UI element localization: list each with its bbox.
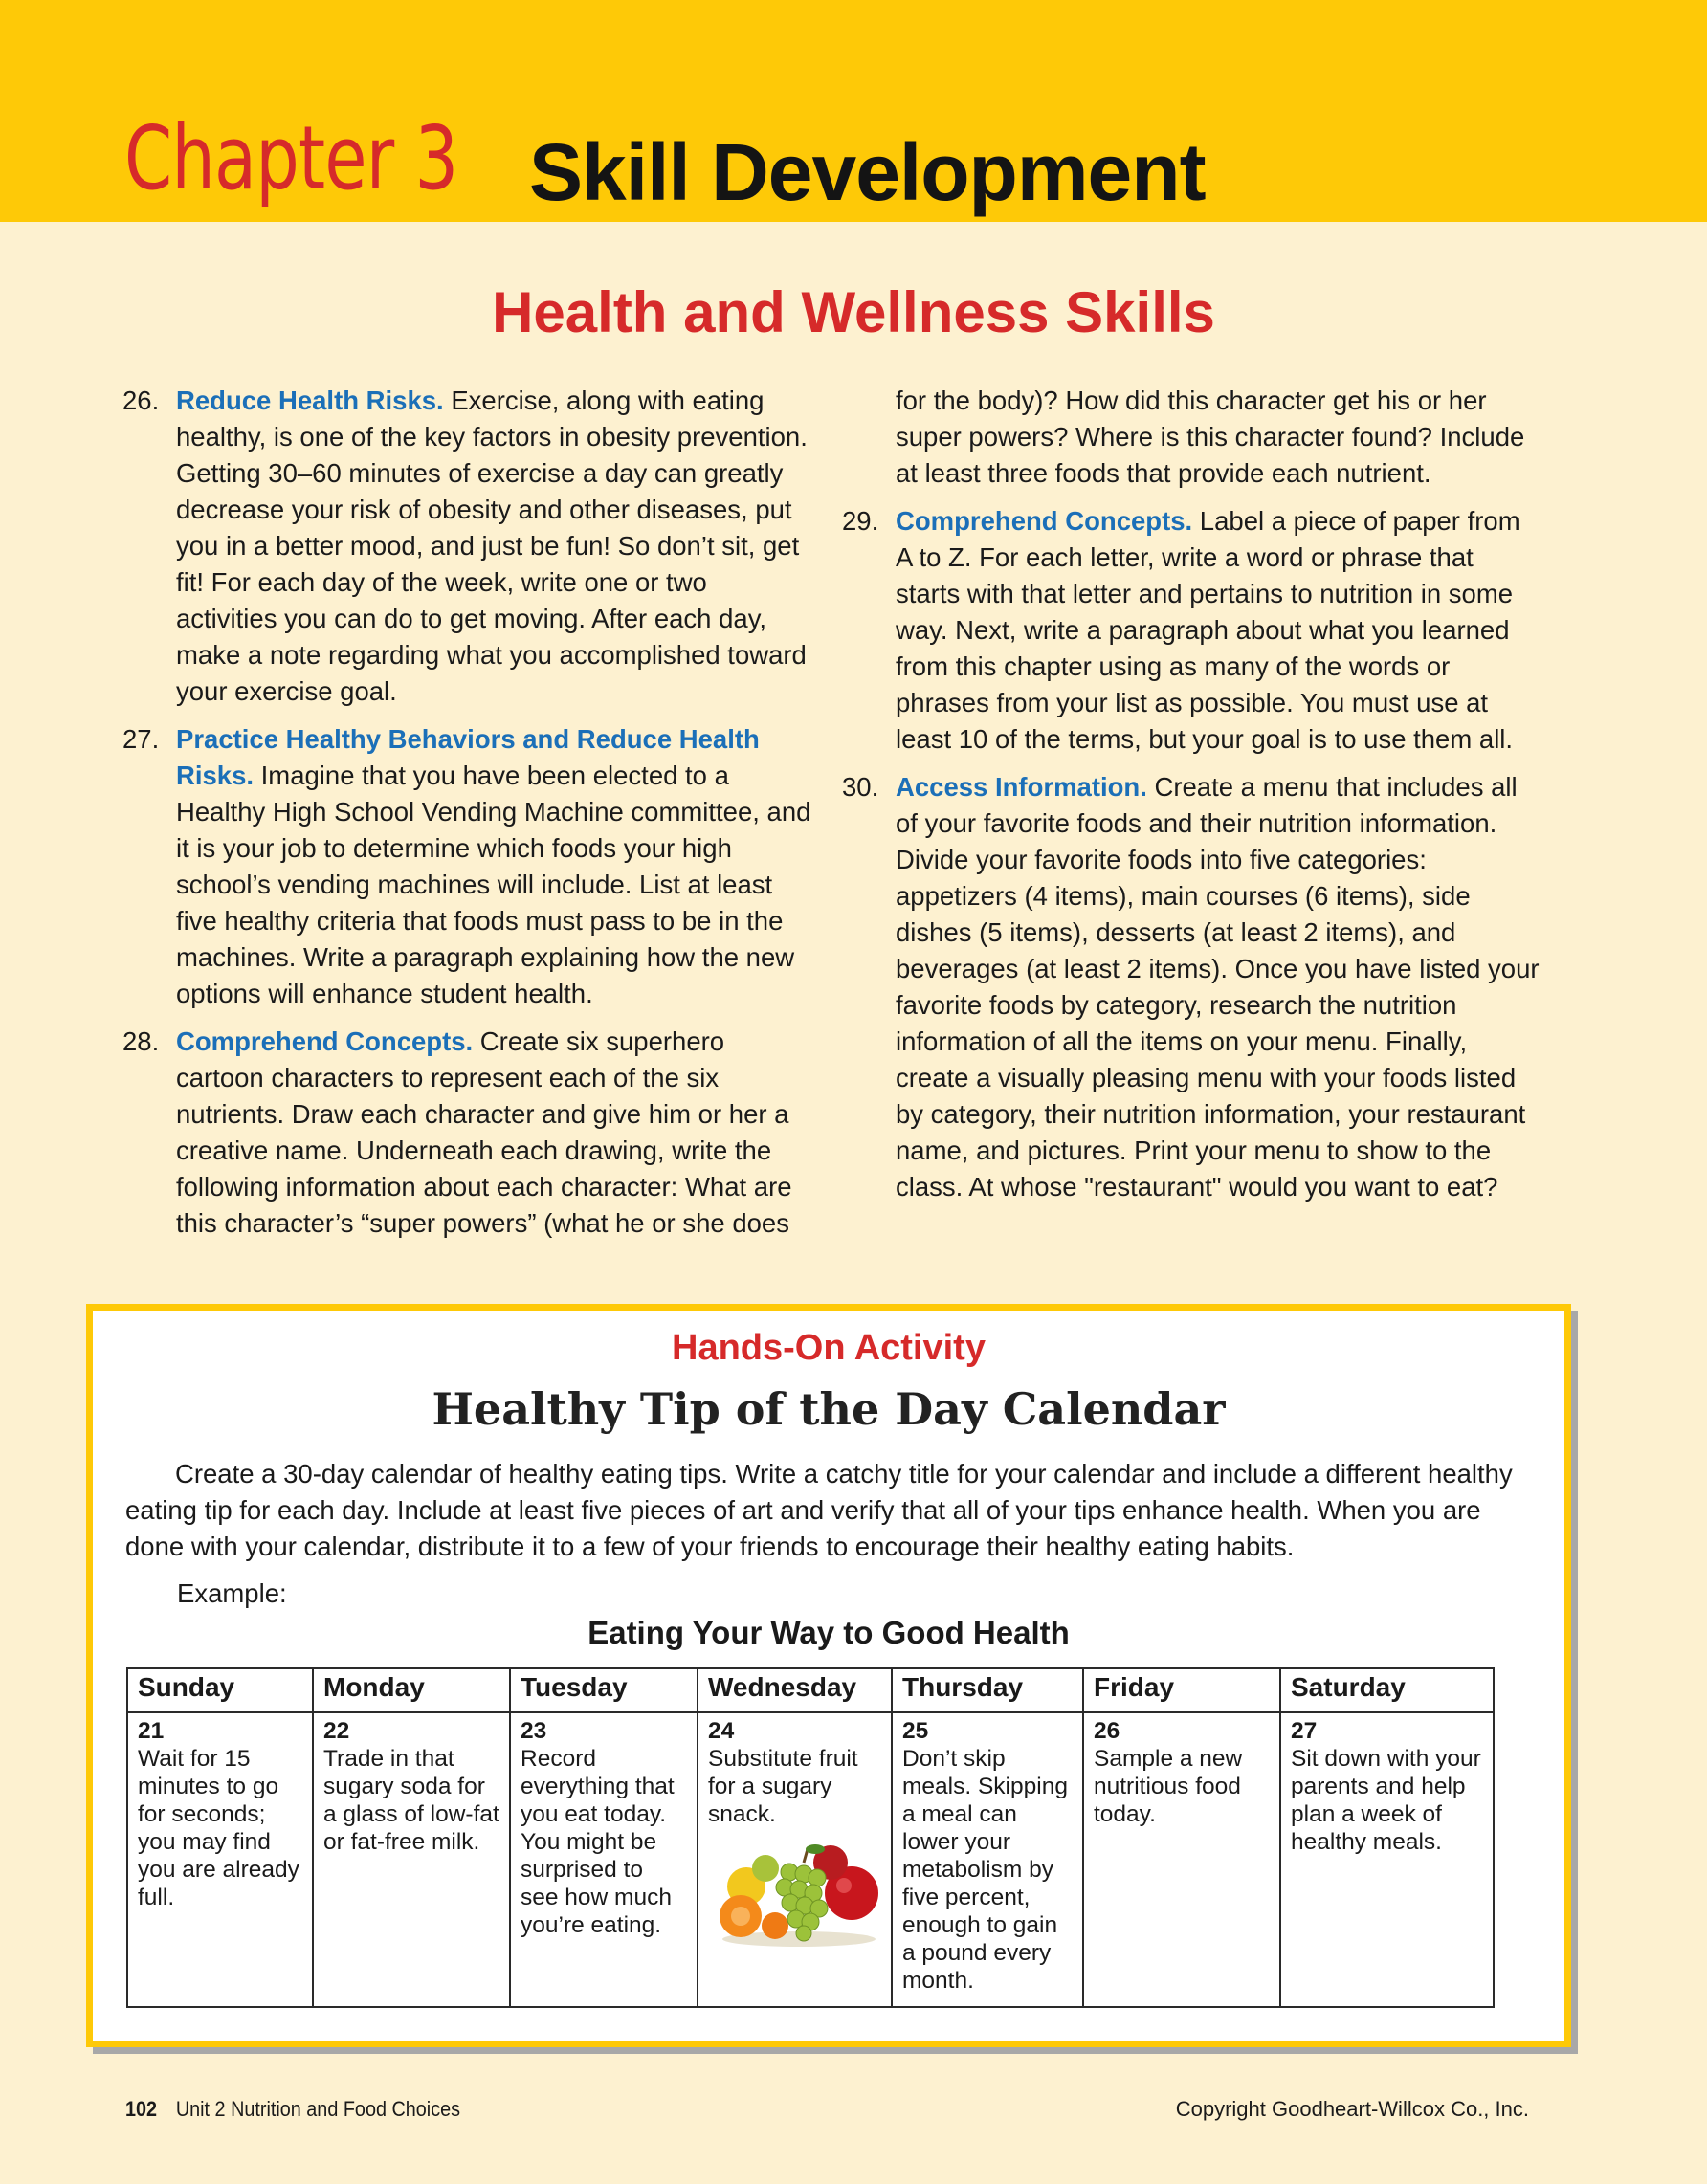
item-number: 29. (842, 506, 879, 536)
day-header: Tuesday (510, 1668, 698, 1712)
calendar-cell (127, 1712, 313, 2007)
day-tip: Wait for 15 minutes to go for seconds; you may find you are already full. (138, 1746, 299, 1910)
activity-title: Healthy Tip of the Day Calendar (432, 1383, 1226, 1435)
item-text: Create a menu that includes all of your favorite foods and their nutrition information. Divide your favorite foods into five categories: appetizers (4 items), main courses (6 items), side dishes (5 items), desserts (at least 2 items), and beverages (at least 2 items). Once you have listed your favorite foods by category, research the nutrition information of all the items on your menu. Finally, create a visually pleasing menu with your foods listed by category, their nutrition information, your restaurant name, and pictures. Print your menu to show to the class. At whose "restaurant" would you want to eat? (896, 772, 1540, 1202)
day-header: Saturday (1280, 1668, 1494, 1712)
calendar-cell (892, 1712, 1083, 2007)
item-heading: Comprehend Concepts. (896, 506, 1193, 536)
day-tip: Sample a new nutritious food today. (1094, 1746, 1243, 1827)
item-number: 30. (842, 772, 879, 802)
item-heading: Practice Healthy Behaviors and Reduce Health Risks. (176, 724, 760, 790)
day-number: 21 (138, 1718, 165, 1744)
list-item (842, 769, 1541, 1205)
item-continuation: for the body)? How did this character get his or her super powers? Where is this character found? Include at least three foods that provide each nutrient. (896, 386, 1525, 488)
calendar-cell (510, 1712, 698, 2007)
hands-on-activity-box (86, 1304, 1571, 2047)
left-column (122, 383, 811, 1253)
activity-paragraph: Create a 30-day calendar of healthy eating tips. Write a catchy title for your calendar and include a different healthy eating tip for each day. Include at least five pieces of art and verify that all of your tips enhance health. When you are done with your calendar, distribute it to a few of your friends to encourage their healthy eating habits. (125, 1459, 1513, 1561)
example-label: Example: (177, 1578, 287, 1608)
item-text: Create six superhero cartoon characters to represent each of the six nutrients. Draw each character and give him or her a creative name. Underneath each drawing, write the following information about each character: What are this character’s “super powers” (what he or she does (176, 1026, 792, 1238)
calendar-cell (1280, 1712, 1494, 2007)
chapter-title: Skill Development (529, 127, 1206, 217)
list-item (842, 503, 1541, 758)
calendar-cell (698, 1712, 892, 2007)
day-number: 22 (323, 1718, 350, 1744)
day-header: Monday (313, 1668, 510, 1712)
item-text: Imagine that you have been elected to a Healthy High School Vending Machine committee, and it is your job to determine which foods your high school’s vending machines will include. List at least five healthy criteria that foods must pass to be in the machines. Write a paragraph explaining how the new options will enhance student health. (176, 761, 811, 1008)
chapter-label: Chapter 3 (124, 107, 458, 210)
page-number: 102 (125, 2097, 158, 2121)
day-tip: Trade in that sugary soda for a glass of low-fat or fat-free milk. (323, 1746, 499, 1855)
day-header: Friday (1083, 1668, 1280, 1712)
calendar-title: Eating Your Way to Good Health (587, 1615, 1070, 1650)
calendar-table (126, 1667, 1495, 2008)
day-header: Sunday (127, 1668, 313, 1712)
day-header: Wednesday (698, 1668, 892, 1712)
section-title: Health and Wellness Skills (492, 280, 1215, 344)
day-number: 26 (1094, 1718, 1120, 1744)
calendar-cell (1083, 1712, 1280, 2007)
item-heading: Access Information. (896, 772, 1147, 802)
day-tip: Don’t skip meals. Skipping a meal can lower your metabolism by five percent, enough to gain a pound every month. (902, 1746, 1068, 1994)
item-text: Exercise, along with eating healthy, is one of the key factors in obesity prevention. Getting 30–60 minutes of exercise a day can greatly decrease your risk of obesity and other diseases, put you in a better mood, and just be fun! So don’t sit, get fit! For each day of the week, write one or two activities you can do to get moving. After each day, make a note regarding what you accomplished toward your exercise goal. (176, 386, 808, 706)
activity-kicker: Hands-On Activity (672, 1328, 986, 1368)
calendar-cell (313, 1712, 510, 2007)
item-heading: Reduce Health Risks. (176, 386, 444, 415)
day-header: Thursday (892, 1668, 1083, 1712)
item-number: 27. (122, 724, 160, 754)
activity-body (125, 1456, 1541, 1565)
unit-label: Unit 2 Nutrition and Food Choices (175, 2097, 461, 2121)
day-number: 27 (1291, 1718, 1318, 1744)
item-number: 26. (122, 386, 160, 415)
day-number: 23 (521, 1718, 547, 1744)
right-column (842, 383, 1541, 1217)
fruit-bowl-icon (708, 1834, 881, 1955)
item-text: Label a piece of paper from A to Z. For each letter, write a word or phrase that starts with that letter and pertains to nutrition in some way. Next, write a paragraph about what you learned from this chapter using as many of the words or phrases from your list as possible. You must use at least 10 of the terms, but your goal is to use them all. (896, 506, 1520, 754)
day-tip: Substitute fruit for a sugary snack. (708, 1746, 858, 1827)
footer-left (125, 2097, 460, 2122)
list-item (122, 383, 811, 710)
day-tip: Sit down with your parents and help plan a week of healthy meals. (1291, 1746, 1481, 1855)
list-item (122, 721, 811, 1012)
item-heading: Comprehend Concepts. (176, 1026, 474, 1056)
calendar-week-row (127, 1712, 1494, 2007)
day-number: 25 (902, 1718, 929, 1744)
item-number: 28. (122, 1026, 160, 1056)
day-tip: Record everything that you eat today. You might be surprised to see how much you’re eating. (521, 1746, 675, 1938)
copyright-notice: Copyright Goodheart-Willcox Co., Inc. (1175, 2097, 1529, 2121)
day-number: 24 (708, 1718, 735, 1744)
calendar-header-row (127, 1668, 1494, 1712)
list-item (122, 1024, 811, 1242)
